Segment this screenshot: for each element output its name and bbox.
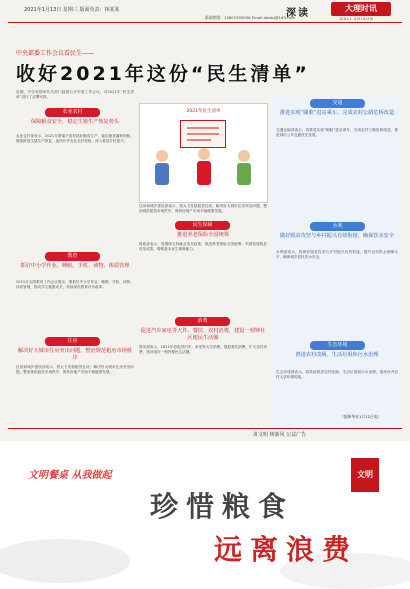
headline: 收好2021年这份“民生清单” — [16, 63, 310, 85]
col2-text-top: 住房和城乡建设部表示，将大力发展租赁住房，解决好大城市住房突出问题，整治规范租赁市场秩序，保持房地产市场平稳健康发展。 — [139, 204, 267, 214]
section-tag-education: 教育 — [45, 252, 100, 261]
section-body-housing: 住房和城乡建设部表示，将大力发展租赁住房，解决好大城市住房突出问题，整治规范租赁市场秩序，保持房地产市场平稳健康发展。 — [16, 365, 134, 375]
section-tag-transport: 交通 — [310, 99, 365, 108]
newspaper-logo-sub: DALI SHIXUN — [340, 17, 374, 21]
footer-rule — [8, 428, 402, 429]
section-title-livelihood: 推进养老保险全国统筹 — [177, 232, 229, 238]
section-body-livelihood: 财政部表示，将继续支持就业优先政策，推进养老保险全国统筹，巩固拓展脱贫攻坚成果，增强基本民生保障能力。 — [139, 242, 267, 252]
people-icon — [146, 144, 261, 198]
section-body-transport: 交通运输部表示，将推进实现“刷脸”进站乘车，完成农村公路危桥改造，推进城市公共交通优先发展。 — [276, 128, 398, 138]
section-title-agriculture: 保障粮食安全，稳定生猪生产恢复势头 — [30, 119, 120, 125]
issue-date: 2021年1月13日 星期三 版面负责：林某某 — [24, 7, 120, 13]
source-note: （据新华社1月12日电） — [340, 414, 382, 419]
intro-text: 近期，中央和国家有关部门陆续召开年度工作会议，对2021年“民生清单”进行了部署安排。 — [16, 90, 134, 100]
illustration-title: 2021年民生清单 — [186, 109, 221, 114]
section-name: 深读 — [286, 8, 310, 19]
ad-slogan: 文明餐桌 从我做起 — [28, 470, 112, 481]
illustration — [139, 103, 268, 203]
section-title-water: 做好脱贫攻坚与乡村振兴有效衔接，确保饮水安全 — [279, 233, 395, 239]
section-tag-consumption: 消费 — [175, 317, 230, 326]
section-body-environment: 生态环境部表示，将持续推进农村改厕、生活垃圾和污水治理，加快补齐农村人居环境短板。 — [276, 370, 398, 380]
ad-seal: 文明 — [351, 458, 379, 492]
ad-credit: 讲文明 树新风 公益广告 — [253, 432, 307, 438]
section-title-education: 抓好中小学作业、睡眠、手机、读物、体质管理 — [20, 263, 130, 269]
section-body-consumption: 商务部表示，2021年将促进汽车、家电等大宗消费，提振餐饮消费，扩大农村消费，建设城市一刻钟便民生活圈。 — [139, 345, 267, 355]
section-tag-housing: 住房 — [45, 337, 100, 346]
ad-headline-2: 远离浪费 — [214, 533, 359, 566]
section-body-water: 水利部表示，将做好脱贫攻坚与乡村振兴有效衔接，提升农村供水保障水平，确保城乡居民饮水安全。 — [276, 250, 398, 260]
section-title-transport: 推进实现“刷脸”进站乘车，完成农村公路危桥改造 — [279, 110, 395, 116]
section-tag-water: 水利 — [310, 222, 365, 231]
newspaper-logo: 大理时讯 — [331, 2, 391, 16]
section-tag-agriculture: 农业农村 — [45, 108, 100, 117]
header-rule — [8, 22, 402, 23]
ad-headline-1: 珍惜粮食 — [150, 490, 295, 523]
section-tag-environment: 生态环境 — [310, 341, 365, 350]
section-title-consumption: 促进汽车家电等大件、餐饮、农村消费，建设一刻钟社区便民生活圈 — [140, 328, 266, 341]
section-body-agriculture: 农业农村部表示，2021年要毫不放松抓好粮食生产，稳定粮食播种面积，继续推进生猪生产恢复，加快补齐农业农村短板，深入推进乡村振兴。 — [16, 134, 134, 144]
section-body-education: 2021年全国教育工作会议提出，要抓好中小学作业、睡眠、手机、读物、体质管理，推动学生健康成长，持续深化教育评价改革。 — [16, 280, 134, 290]
section-tag-livelihood: 民生保障 — [175, 221, 230, 230]
section-title-housing: 解决好大城市住房突出问题，整治规范租房市场秩序 — [17, 348, 133, 361]
kicker: 中央部委工作会议看民生—— — [16, 50, 95, 57]
section-title-environment: 推进农村改厕、生活垃圾和污水治理 — [295, 352, 379, 358]
contact-line: 新闻热线：13807293056 Email:dlzxbj@163.com — [205, 15, 296, 20]
